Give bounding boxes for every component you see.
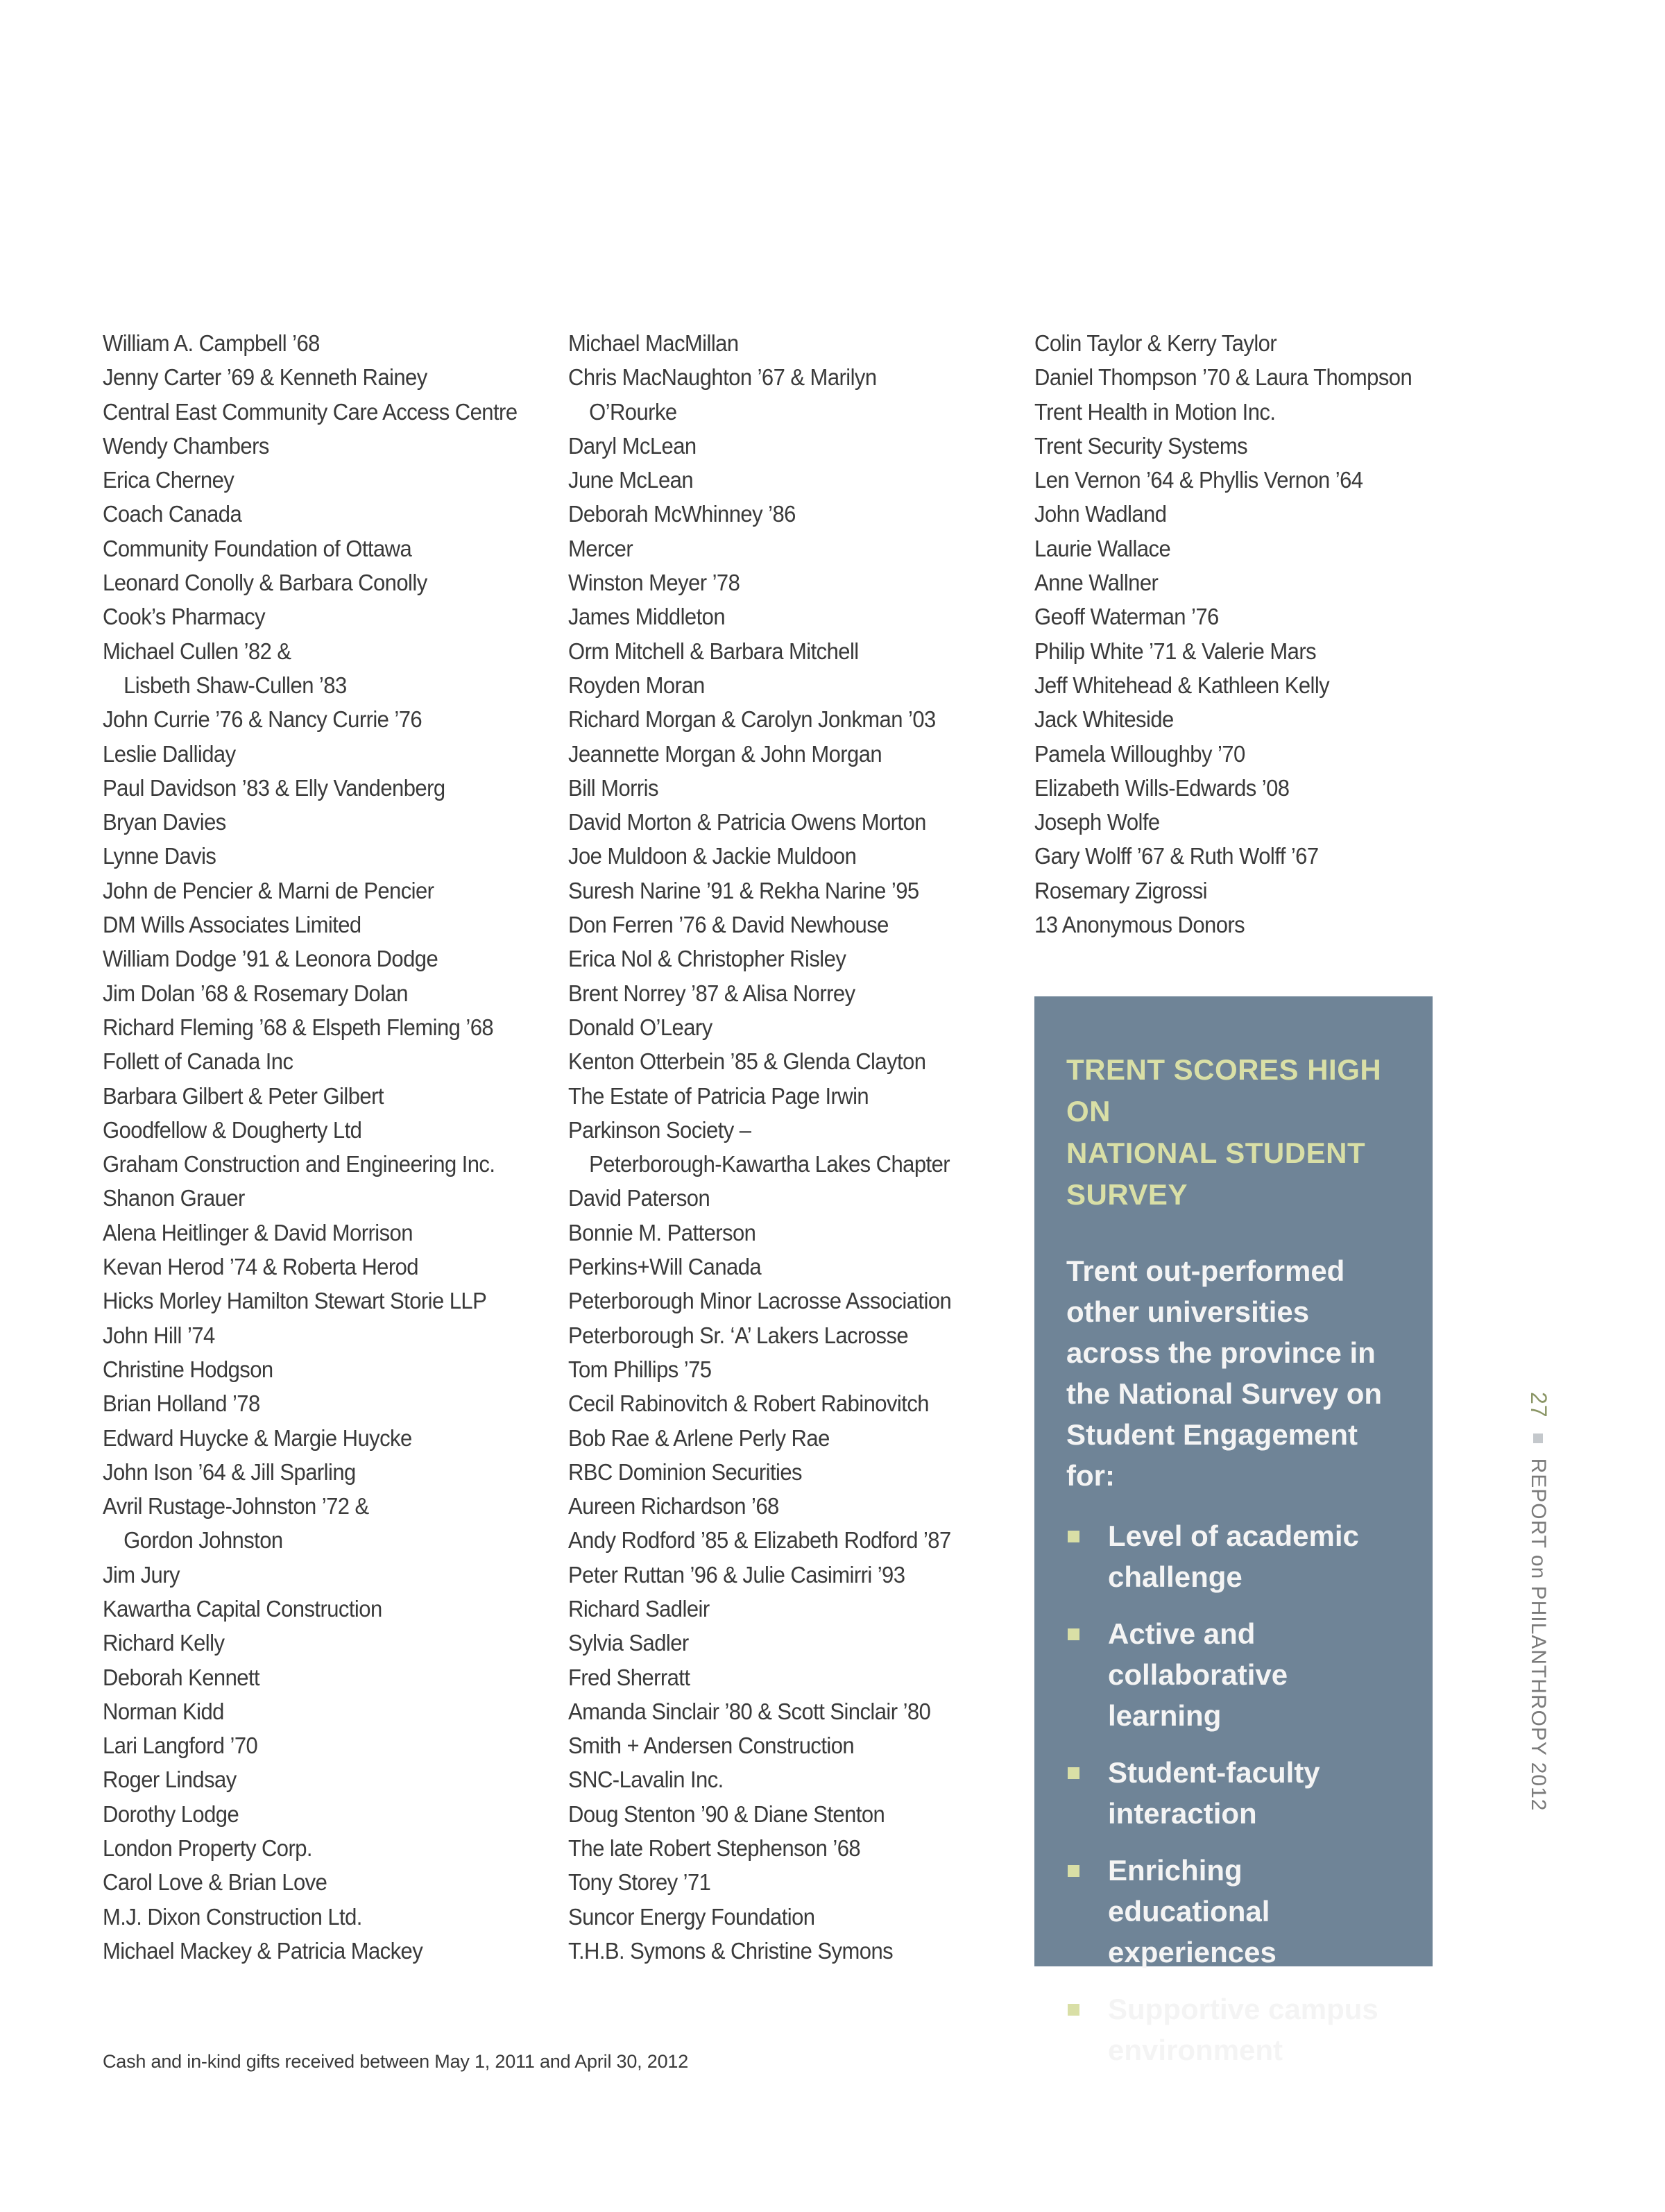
donor-entry [103, 1660, 520, 1694]
donor-name: John de Pencier & Marni de Pencier [103, 877, 434, 903]
donor-name: Goodfellow & Dougherty Ltd [103, 1116, 362, 1143]
donor-name: Deborah McWhinney ’86 [568, 501, 796, 527]
donor-name: John Ison ’64 & Jill Sparling [103, 1458, 356, 1485]
donor-name: Leslie Dalliday [103, 740, 236, 767]
donor-entry [568, 1318, 986, 1352]
donor-name: Winston Meyer ’78 [568, 570, 740, 596]
donor-entry [568, 1660, 986, 1694]
donor-name: Jeff Whitehead & Kathleen Kelly [1034, 672, 1330, 698]
donor-entry [103, 1079, 520, 1113]
donor-name: Anne Wallner [1034, 570, 1159, 596]
donor-entry [103, 429, 520, 463]
sidebar-heading-line-1: TRENT SCORES HIGH ON [1066, 1053, 1382, 1128]
donor-name: Geoff Waterman ’76 [1034, 604, 1219, 630]
sidebar-list-item [1066, 1613, 1405, 1736]
sidebar-heading-line-2: NATIONAL STUDENT SURVEY [1066, 1137, 1366, 1211]
donor-name: Lari Langford ’70 [103, 1733, 258, 1759]
donor-name: 13 Anonymous Donors [1034, 912, 1245, 938]
donor-entry [568, 1250, 986, 1284]
donor-entry [568, 1181, 986, 1215]
donor-name: Royden Moran [568, 672, 705, 698]
donor-entry [1034, 326, 1452, 360]
donor-name: Jenny Carter ’69 & Kenneth Rainey [103, 364, 427, 391]
donor-name: SNC-Lavalin Inc. [568, 1767, 724, 1793]
donor-entry [568, 531, 986, 565]
donor-entry [103, 1797, 520, 1831]
donor-column-1 [103, 326, 520, 1968]
donor-name: Sylvia Sadler [568, 1630, 689, 1656]
donor-name: David Paterson [568, 1185, 710, 1211]
donor-entry [568, 874, 986, 908]
donor-name: Joe Muldoon & Jackie Muldoon [568, 843, 857, 869]
donor-entry [1034, 805, 1452, 839]
donor-name: Trent Health in Motion Inc. [1034, 398, 1276, 425]
donor-name: Richard Morgan & Carolyn Jonkman ’03 [568, 706, 936, 733]
donor-entry [568, 1352, 986, 1386]
donor-entry [103, 1318, 520, 1352]
donor-entry [103, 1010, 520, 1044]
donor-name: Orm Mitchell & Barbara Mitchell [568, 638, 859, 664]
publication-title: REPORT on PHILANTHROPY 2012 [1527, 1458, 1551, 1812]
donor-name: Dorothy Lodge [103, 1801, 239, 1827]
donor-entry [103, 702, 520, 736]
square-bullet-icon [1068, 1531, 1079, 1542]
donor-name: Michael Mackey & Patricia Mackey [103, 1937, 423, 1964]
donor-name: DM Wills Associates Limited [103, 912, 361, 938]
donor-name: Central East Community Care Access Centre [103, 398, 518, 425]
donor-name: Rosemary Zigrossi [1034, 877, 1207, 903]
donor-name: Bryan Davies [103, 809, 226, 835]
donor-name: Jim Jury [103, 1561, 180, 1588]
footnote: Cash and in-kind gifts received between May 1, 2011 and April 30, 2012 [103, 2051, 689, 2072]
donor-entry [568, 429, 986, 463]
donor-entry [103, 1284, 520, 1318]
donor-entry [1034, 463, 1452, 497]
donor-entry [103, 1250, 520, 1284]
donor-name: The Estate of Patricia Page Irwin [568, 1082, 869, 1109]
donor-entry [1034, 599, 1452, 633]
donor-entry [103, 976, 520, 1010]
donor-entry [103, 1421, 520, 1455]
donor-name: Alena Heitlinger & David Morrison [103, 1219, 413, 1245]
donor-entry [103, 942, 520, 976]
donor-name: Gary Wolff ’67 & Ruth Wolff ’67 [1034, 843, 1319, 869]
running-footer [1526, 1392, 1551, 1811]
donor-name-continued: O’Rourke [589, 398, 677, 425]
donor-entry [103, 771, 520, 805]
donor-name: Michael MacMillan [568, 330, 739, 356]
donor-entry [568, 1044, 986, 1078]
sidebar-list-item [1066, 1752, 1405, 1834]
donor-name: Coach Canada [103, 501, 242, 527]
donor-entry [103, 1592, 520, 1626]
donor-entry [103, 1694, 520, 1728]
donor-entry [568, 1728, 986, 1762]
donor-entry [103, 1558, 520, 1592]
donor-entry [568, 463, 986, 497]
donor-entry [568, 976, 986, 1010]
donor-entry [568, 1421, 986, 1455]
donor-entry [568, 1010, 986, 1044]
sidebar-list-item [1066, 1515, 1405, 1597]
donor-entry [1034, 839, 1452, 873]
donor-name: Suresh Narine ’91 & Rekha Narine ’95 [568, 877, 919, 903]
donor-name: Len Vernon ’64 & Phyllis Vernon ’64 [1034, 467, 1363, 493]
donor-entry [568, 1900, 986, 1934]
sidebar-heading [1066, 1049, 1405, 1216]
donor-entry [103, 1386, 520, 1420]
donor-entry [568, 1694, 986, 1728]
donor-entry [103, 1113, 520, 1147]
donor-name: Richard Fleming ’68 & Elspeth Fleming ’68 [103, 1014, 494, 1040]
donor-entry [568, 599, 986, 633]
donor-name: Daniel Thompson ’70 & Laura Thompson [1034, 364, 1412, 391]
donor-name: Elizabeth Wills-Edwards ’08 [1034, 774, 1290, 801]
donor-name: William Dodge ’91 & Leonora Dodge [103, 946, 438, 972]
donor-name: Chris MacNaughton ’67 & Marilyn [568, 364, 877, 391]
page-number: 27 [1526, 1392, 1551, 1418]
square-bullet-icon [1068, 1628, 1079, 1640]
donor-name: T.H.B. Symons & Christine Symons [568, 1937, 894, 1964]
donor-entry [1034, 531, 1452, 565]
donor-entry [568, 1831, 986, 1865]
donor-name: Erica Cherney [103, 467, 234, 493]
donor-entry [103, 531, 520, 565]
donor-entry [1034, 874, 1452, 908]
donor-name: Barbara Gilbert & Peter Gilbert [103, 1082, 384, 1109]
donor-name: Richard Sadleir [568, 1595, 710, 1622]
donor-entry [568, 1455, 986, 1489]
donor-entry [568, 565, 986, 599]
donor-entry [568, 1113, 986, 1182]
donor-name: Peter Ruttan ’96 & Julie Casimirri ’93 [568, 1561, 905, 1588]
donor-entry [103, 737, 520, 771]
donor-name: Follett of Canada Inc [103, 1048, 293, 1075]
donor-name: Daryl McLean [568, 432, 697, 459]
donor-entry [1034, 737, 1452, 771]
donor-entry [1034, 908, 1452, 942]
donor-name: Don Ferren ’76 & David Newhouse [568, 912, 889, 938]
donor-name: Amanda Sinclair ’80 & Scott Sinclair ’80 [568, 1698, 931, 1724]
donor-entry [568, 1386, 986, 1420]
donor-entry [103, 634, 520, 703]
donor-entry [568, 1934, 986, 1968]
donor-entry [568, 839, 986, 873]
donor-name: Laurie Wallace [1034, 535, 1171, 561]
donor-name: Norman Kidd [103, 1698, 224, 1724]
separator-square-icon [1534, 1433, 1544, 1443]
donor-entry [103, 1831, 520, 1865]
donor-name: Colin Taylor & Kerry Taylor [1034, 330, 1277, 356]
donor-name: Avril Rustage-Johnston ’72 & [103, 1493, 369, 1520]
donor-name: Cecil Rabinovitch & Robert Rabinovitch [568, 1390, 929, 1417]
donor-entry [568, 942, 986, 976]
sidebar-list-item [1066, 1850, 1405, 1973]
donor-entry [568, 1865, 986, 1899]
sidebar-list-item-text: Supportive campus environment [1108, 1993, 1378, 2066]
donor-name: John Wadland [1034, 501, 1167, 527]
donor-entry [103, 1147, 520, 1181]
square-bullet-icon [1068, 1767, 1079, 1779]
donor-entry [1034, 497, 1452, 531]
donor-name: David Morton & Patricia Owens Morton [568, 809, 926, 835]
donor-name: John Currie ’76 & Nancy Currie ’76 [103, 706, 422, 733]
donor-name: Roger Lindsay [103, 1767, 237, 1793]
donor-name: Kawartha Capital Construction [103, 1595, 382, 1622]
sidebar-intro: Trent out-performed other universities across the province in the National Survey on Student Engagement for: [1066, 1254, 1383, 1492]
donor-name: Wendy Chambers [103, 432, 269, 459]
donor-name: Philip White ’71 & Valerie Mars [1034, 638, 1317, 664]
donor-column-3 [1034, 326, 1452, 942]
donor-name-continued: Gordon Johnston [123, 1527, 283, 1554]
donor-entry [103, 1044, 520, 1078]
donor-entry [568, 497, 986, 531]
square-bullet-icon [1068, 1865, 1079, 1877]
donor-name: Graham Construction and Engineering Inc. [103, 1151, 495, 1177]
donor-name: Community Foundation of Ottawa [103, 535, 412, 561]
donor-entry [568, 326, 986, 360]
donor-name: Pamela Willoughby ’70 [1034, 740, 1245, 767]
donor-entry [568, 668, 986, 702]
donor-name: Paul Davidson ’83 & Elly Vandenberg [103, 774, 445, 801]
donor-entry [103, 839, 520, 873]
donor-entry [103, 565, 520, 599]
donor-name: Deborah Kennett [103, 1664, 260, 1690]
donor-name: Kenton Otterbein ’85 & Glenda Clayton [568, 1048, 926, 1075]
donor-entry [103, 1762, 520, 1796]
donor-entry [568, 1762, 986, 1796]
donor-entry [568, 360, 986, 429]
donor-entry [103, 1900, 520, 1934]
donor-entry [1034, 565, 1452, 599]
donor-entry [1034, 429, 1452, 463]
donor-name: RBC Dominion Securities [568, 1458, 802, 1485]
donor-entry [568, 1626, 986, 1660]
sidebar-list-item-text: Enriching educational experiences [1108, 1854, 1276, 1968]
donor-entry [103, 1216, 520, 1250]
donor-entry [103, 1934, 520, 1968]
donor-entry [568, 805, 986, 839]
donor-name: Christine Hodgson [103, 1356, 273, 1382]
donor-entry [568, 1079, 986, 1113]
donor-name-continued: Peterborough-Kawartha Lakes Chapter [589, 1151, 950, 1177]
donor-entry [103, 599, 520, 633]
donor-entry [568, 702, 986, 736]
donor-name: Smith + Andersen Construction [568, 1733, 855, 1759]
sidebar-list-item-text: Active and collaborative learning [1108, 1617, 1288, 1732]
donor-entry [103, 1455, 520, 1489]
donor-name: Mercer [568, 535, 633, 561]
donor-name: Jim Dolan ’68 & Rosemary Dolan [103, 980, 408, 1006]
donor-name: Joseph Wolfe [1034, 809, 1160, 835]
donor-name: The late Robert Stephenson ’68 [568, 1835, 861, 1862]
donor-entry [103, 1728, 520, 1762]
donor-entry [568, 1797, 986, 1831]
donor-name: John Hill ’74 [103, 1322, 215, 1348]
donor-entry [568, 634, 986, 668]
donor-name: London Property Corp. [103, 1835, 313, 1862]
donor-entry [103, 1865, 520, 1899]
donor-name: Perkins+Will Canada [568, 1254, 762, 1280]
donor-entry [568, 1284, 986, 1318]
donor-name: Leonard Conolly & Barbara Conolly [103, 570, 427, 596]
donor-entry [103, 1626, 520, 1660]
donor-entry [568, 1489, 986, 1523]
square-bullet-icon [1068, 2004, 1079, 2016]
donor-entry [103, 874, 520, 908]
donor-name: Cook’s Pharmacy [103, 604, 266, 630]
donor-name: Doug Stenton ’90 & Diane Stenton [568, 1801, 885, 1827]
sidebar-list-item-text: Level of academic challenge [1108, 1520, 1359, 1593]
donor-name: Aureen Richardson ’68 [568, 1493, 779, 1520]
donor-entry [103, 395, 520, 429]
donor-name: Jeannette Morgan & John Morgan [568, 740, 882, 767]
donor-entry [568, 908, 986, 942]
donor-name: Hicks Morley Hamilton Stewart Storie LLP [103, 1288, 487, 1314]
donor-name: Kevan Herod ’74 & Roberta Herod [103, 1254, 418, 1280]
donor-name: June McLean [568, 467, 694, 493]
donor-name: Fred Sherratt [568, 1664, 690, 1690]
donor-name: Bob Rae & Arlene Perly Rae [568, 1424, 830, 1451]
donor-entry [1034, 634, 1452, 668]
donor-name: Bill Morris [568, 774, 658, 801]
donor-name: Carol Love & Brian Love [103, 1869, 327, 1896]
donor-name: Tom Phillips ’75 [568, 1356, 712, 1382]
donor-entry [103, 1181, 520, 1215]
donor-name: M.J. Dixon Construction Ltd. [103, 1903, 362, 1930]
donor-column-2 [568, 326, 986, 1968]
donor-name: Erica Nol & Christopher Risley [568, 946, 846, 972]
donor-entry [568, 1558, 986, 1592]
sidebar-list-item [1066, 1989, 1405, 2070]
donor-name: William A. Campbell ’68 [103, 330, 320, 356]
donor-entry [103, 805, 520, 839]
donor-entry [1034, 360, 1452, 394]
donor-name: Donald O’Leary [568, 1014, 712, 1040]
donor-entry [568, 1216, 986, 1250]
donor-entry [1034, 702, 1452, 736]
sidebar-list [1066, 1515, 1405, 2070]
donor-entry [103, 908, 520, 942]
donor-name: Brent Norrey ’87 & Alisa Norrey [568, 980, 855, 1006]
donor-name: Bonnie M. Patterson [568, 1219, 756, 1245]
sidebar-list-item-text: Student-faculty interaction [1108, 1756, 1320, 1830]
donor-entry [568, 771, 986, 805]
donor-name: Parkinson Society – [568, 1116, 751, 1143]
donor-name: Tony Storey ’71 [568, 1869, 711, 1896]
donor-name: Peterborough Minor Lacrosse Association [568, 1288, 952, 1314]
donor-name: Peterborough Sr. ‘A’ Lakers Lacrosse [568, 1322, 909, 1348]
survey-sidebar [1034, 996, 1433, 2066]
donor-name: James Middleton [568, 604, 726, 630]
donor-entry [568, 1523, 986, 1557]
donor-entry [1034, 771, 1452, 805]
donor-name: Jack Whiteside [1034, 706, 1174, 733]
donor-entry [1034, 395, 1452, 429]
donor-entry [103, 360, 520, 394]
donor-entry [103, 497, 520, 531]
donor-name: Brian Holland ’78 [103, 1390, 260, 1417]
donor-name: Richard Kelly [103, 1630, 225, 1656]
donor-name: Lynne Davis [103, 843, 216, 869]
donor-entry [103, 326, 520, 360]
donor-name: Andy Rodford ’85 & Elizabeth Rodford ’87 [568, 1527, 951, 1554]
donor-entry [103, 1489, 520, 1558]
donor-name: Suncor Energy Foundation [568, 1903, 815, 1930]
donor-name: Edward Huycke & Margie Huycke [103, 1424, 412, 1451]
donor-entry [568, 1592, 986, 1626]
donor-name-continued: Lisbeth Shaw-Cullen ’83 [123, 672, 347, 698]
donor-name: Trent Security Systems [1034, 432, 1248, 459]
donor-name: Shanon Grauer [103, 1185, 245, 1211]
donor-name: Michael Cullen ’82 & [103, 638, 291, 664]
donor-entry [103, 463, 520, 497]
donor-entry [568, 737, 986, 771]
donor-entry [103, 1352, 520, 1386]
donor-entry [1034, 668, 1452, 702]
